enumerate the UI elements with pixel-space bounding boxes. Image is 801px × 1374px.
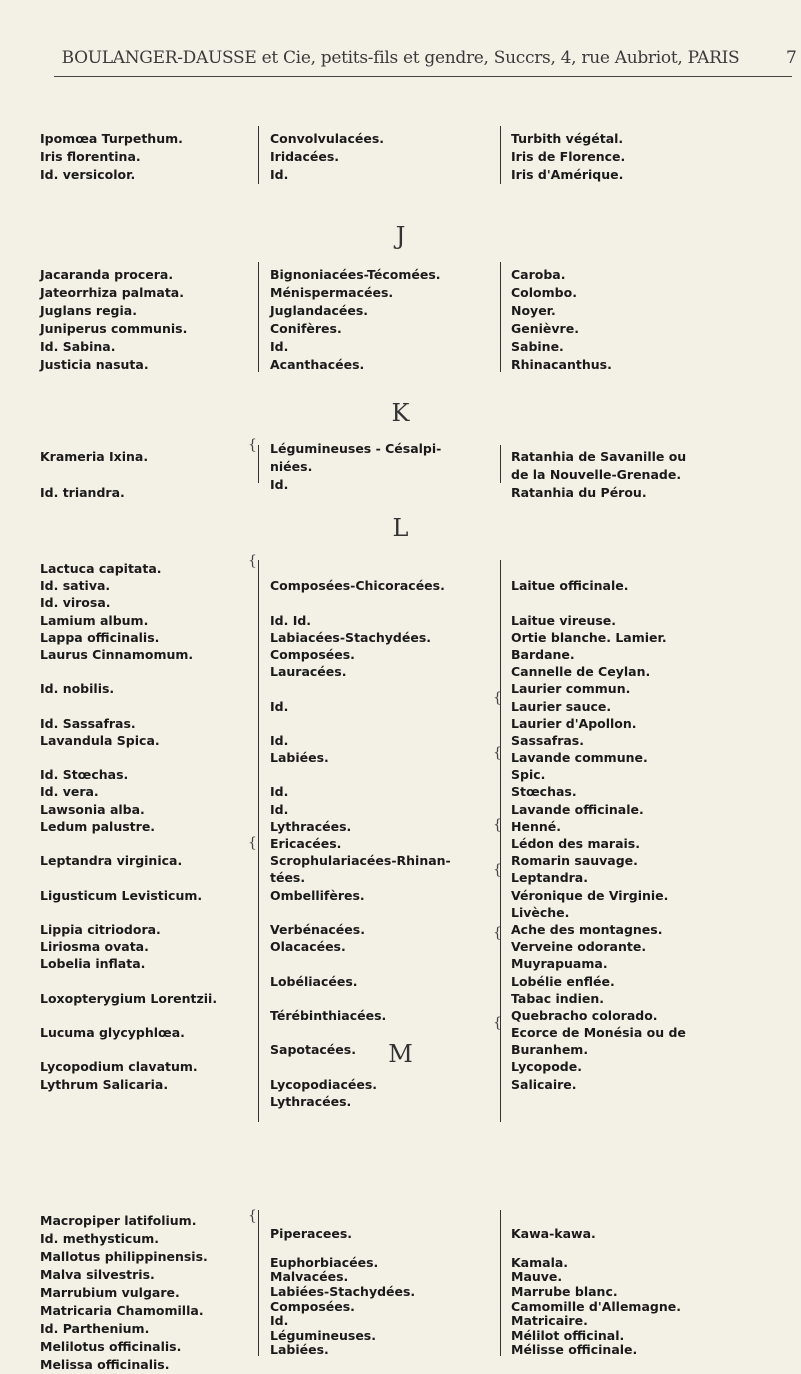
latin-name [40,835,217,852]
family-name: Conifères. [270,321,342,336]
family-name: niées. [270,459,313,474]
french-name: Leptandra. [511,870,588,886]
french-name: Noyer. [511,303,556,318]
family-name: Lythracées. [270,818,352,834]
latin-name: Matricaria Chamomilla. [40,1303,204,1318]
column-rule [500,1210,501,1356]
french-name: Ortie blanche. Lamier. [511,629,667,645]
latin-name: Mallotus philippinensis. [40,1249,208,1264]
latin-name [40,1041,217,1058]
french-name: Matricaire. [511,1313,588,1329]
latin-name-column [40,266,187,374]
family-name [270,904,451,921]
family-name: Verbénacées. [270,921,365,937]
french-name: Rhinacanthus. [511,357,612,372]
family-name: tées. [270,870,306,886]
family-name: Légumineuses. [270,1327,376,1343]
family-name [270,560,451,577]
latin-name: Macropiper latifolium. [40,1213,197,1228]
latin-name [40,466,148,484]
french-name: Turbith végétal. [511,131,624,146]
french-name: Caroba. [511,267,566,282]
latin-name: Id. Sassafras. [40,715,136,731]
french-name: Lavande commune. [511,750,648,766]
french-name: Buranhem. [511,1042,589,1058]
latin-name: Loxopterygium Lorentzii. [40,990,218,1006]
latin-name: Id. methysticum. [40,1231,160,1246]
brace-mark: { [248,835,257,851]
french-name: Ache des montagnes. [511,921,663,937]
french-name: Romarin sauvage. [511,853,638,869]
column-rule [258,445,259,483]
french-name: Ecorce de Monésia ou de [511,1025,686,1041]
french-name-column [511,560,686,1093]
latin-name: Leptandra virginica. [40,853,183,869]
family-name: Id. [270,167,289,182]
french-name-column [511,448,686,502]
family-name: Labiées. [270,1342,329,1358]
family-name: Convolvulacées. [270,131,385,146]
french-name: Mélisse officinale. [511,1342,638,1358]
latin-name: Juglans regia. [40,303,137,318]
latin-name: Id. virosa. [40,595,111,611]
column-rule [258,1210,259,1356]
family-name [270,1212,415,1227]
family-column [270,1212,415,1358]
latin-name: Id. sativa. [40,578,111,594]
french-name: Mauve. [511,1269,563,1285]
latin-name: Laurus Cinnamomum. [40,646,194,662]
french-name: Laurier commun. [511,681,631,697]
french-name-column [511,1212,681,1358]
latin-name: Malva silvestris. [40,1267,155,1282]
latin-name: Jacaranda procera. [40,267,174,282]
family-name [270,955,451,972]
french-name: Marrube blanc. [511,1283,618,1299]
family-name [270,766,451,783]
family-name [270,990,451,1007]
french-name [511,560,686,577]
french-name: Laurier d'Apollon. [511,715,637,731]
brace-mark: { [493,862,502,878]
french-name [511,1241,681,1256]
latin-name [40,698,217,715]
latin-name-column [40,1212,208,1374]
french-name: Véronique de Virginie. [511,887,669,903]
family-name: Labiées-Stachydées. [270,1283,416,1299]
latin-name: Lappa officinalis. [40,629,160,645]
french-name: Iris d'Amérique. [511,167,624,182]
french-name [511,594,686,611]
family-column [270,560,451,1110]
french-name: Verveine odorante. [511,939,647,955]
latin-name: Marrubium vulgare. [40,1285,180,1300]
column-rule [500,560,501,1122]
french-name: Lavande officinale. [511,801,644,817]
family-name: Ericacées. [270,836,342,851]
column-rule [500,445,501,483]
family-name: Id. [270,339,289,354]
french-name: de la Nouvelle-Grenade. [511,467,682,482]
family-column [270,130,384,184]
family-name: Malvacées. [270,1269,349,1285]
column-rule [258,560,259,1122]
latin-name: Lucuma glycyphlœa. [40,1025,185,1041]
french-name: Lédon des marais. [511,836,640,851]
french-name [511,1212,681,1227]
latin-name: Ledum palustre. [40,818,156,834]
family-name: Sapotacées. [270,1042,356,1058]
family-name [270,1058,451,1075]
family-name: Scrophulariacées-Rhinan- [270,853,451,869]
french-name: Sassafras. [511,732,584,748]
latin-name: Lythrum Salicaria. [40,1076,169,1092]
column-rule [258,126,259,184]
family-name [270,594,451,611]
french-name: Muyrapuama. [511,956,608,972]
latin-name: Iris florentina. [40,149,141,164]
family-name: Euphorbiacées. [270,1254,379,1270]
latin-name: Krameria Ixina. [40,449,149,464]
french-name: Laurier sauce. [511,698,612,714]
column-rule [500,262,501,372]
brace-mark: { [248,437,257,453]
latin-name: Lycopodium clavatum. [40,1059,198,1075]
section-letter-k: K [391,399,410,427]
brace-mark: { [248,1208,257,1224]
french-name: Camomille d'Allemagne. [511,1298,681,1314]
french-name: Henné. [511,818,561,834]
latin-name: Liriosma ovata. [40,939,149,955]
section-letter-m: M [388,1040,413,1068]
section-letter-j: J [395,222,406,250]
french-name: Ratanhia du Pérou. [511,485,647,500]
family-name: Lauracées. [270,664,347,680]
latin-name-column [40,560,217,1093]
latin-name [40,1007,217,1024]
latin-name: Melilotus officinalis. [40,1339,182,1354]
family-name: Id. [270,1313,289,1329]
brace-mark: { [493,1015,502,1031]
french-name: Lobélie enflée. [511,973,615,989]
french-name: Bardane. [511,646,575,662]
brace-mark: { [493,690,502,706]
family-name: Id. [270,784,289,800]
family-name: Acanthacées. [270,357,365,372]
latin-name: Id. Stœchas. [40,767,129,783]
family-name: Lycopodiacées. [270,1076,378,1092]
family-name: Composées. [270,1298,355,1314]
latin-name: Id. triandra. [40,485,125,500]
french-name: Laitue vireuse. [511,612,617,628]
latin-name: Id. versicolor. [40,167,136,182]
family-name [270,680,451,697]
family-name: Térébinthiacées. [270,1007,387,1023]
latin-name [40,663,217,680]
family-name: Iridacées. [270,149,340,164]
latin-name: Lavandula Spica. [40,732,160,748]
family-name: Composées-Chicoracées. [270,578,445,594]
latin-name [40,973,217,990]
french-name: Laitue officinale. [511,578,629,594]
french-name-column [511,266,612,374]
latin-name [40,869,217,886]
latin-name: Lawsonia alba. [40,801,145,817]
french-name: Quebracho colorado. [511,1007,658,1023]
family-name: Piperacees. [270,1225,353,1241]
french-name: Salicaire. [511,1076,577,1092]
latin-name-column [40,448,148,502]
family-name: Composées. [270,646,355,662]
family-name: Lythracées. [270,1093,352,1109]
family-name: Id. [270,477,289,492]
latin-name: Lactuca capitata. [40,561,162,576]
latin-name: Melissa officinalis. [40,1357,170,1372]
french-name-column [511,130,625,184]
french-name: Ratanhia de Savanille ou [511,449,687,464]
latin-name: Lobelia inflata. [40,956,146,972]
french-name: Iris de Florence. [511,149,626,164]
brace-mark: { [493,925,502,941]
family-name: Id. [270,698,289,714]
family-name: Bignoniacées-Técomées. [270,267,441,282]
latin-name: Id. vera. [40,784,99,800]
family-name: Id. [270,801,289,817]
latin-name [40,749,217,766]
french-name: Sabine. [511,339,564,354]
french-name: Genièvre. [511,321,579,336]
latin-name: Lippia citriodora. [40,921,161,937]
family-name: Lobéliacées. [270,973,358,989]
brace-mark: { [493,817,502,833]
family-name: Labiacées-Stachydées. [270,629,432,645]
family-column [270,440,441,494]
latin-name: Juniperus communis. [40,321,188,336]
latin-name: Justicia nasuta. [40,357,149,372]
column-rule [500,126,501,184]
latin-name: Id. nobilis. [40,681,115,697]
family-name: Légumineuses - Césalpi- [270,441,442,456]
page-number: 7 [786,48,797,68]
family-name [270,1024,451,1041]
latin-name-column [40,130,183,184]
french-name: Kawa-kawa. [511,1225,596,1241]
family-name: Ménispermacées. [270,285,394,300]
page-header: BOULANGER-DAUSSE et Cie, petits-fils et gendre, Succrs, 4, rue Aubriot, PARIS [61,48,740,68]
latin-name: Id. Sabina. [40,339,116,354]
family-name [270,1241,415,1256]
family-column [270,266,441,374]
latin-name: Jateorrhiza palmata. [40,285,184,300]
section-letter-l: L [392,514,409,542]
french-name: Stœchas. [511,784,577,800]
family-name [270,715,451,732]
latin-name: Ipomœa Turpethum. [40,131,183,146]
brace-mark: { [248,553,257,569]
latin-name [40,904,217,921]
french-name: Cannelle de Ceylan. [511,664,651,680]
french-name: Colombo. [511,285,577,300]
latin-name: Lamium album. [40,612,149,628]
brace-mark: { [493,745,502,761]
french-name: Livèche. [511,904,570,920]
family-name: Juglandacées. [270,303,369,318]
family-name: Id. Id. [270,612,312,628]
family-name: Labiées. [270,750,329,766]
latin-name: Ligusticum Levisticum. [40,887,203,903]
latin-name: Id. Parthenium. [40,1321,150,1336]
french-name: Kamala. [511,1254,569,1270]
family-name: Olacacées. [270,939,346,955]
french-name: Lycopode. [511,1059,582,1075]
french-name: Mélilot officinal. [511,1327,625,1343]
french-name: Tabac indien. [511,990,605,1006]
family-name: Id. [270,732,289,748]
french-name: Spic. [511,767,546,783]
family-name: Ombellifères. [270,887,365,903]
column-rule [258,262,259,372]
header-rule [54,76,792,77]
